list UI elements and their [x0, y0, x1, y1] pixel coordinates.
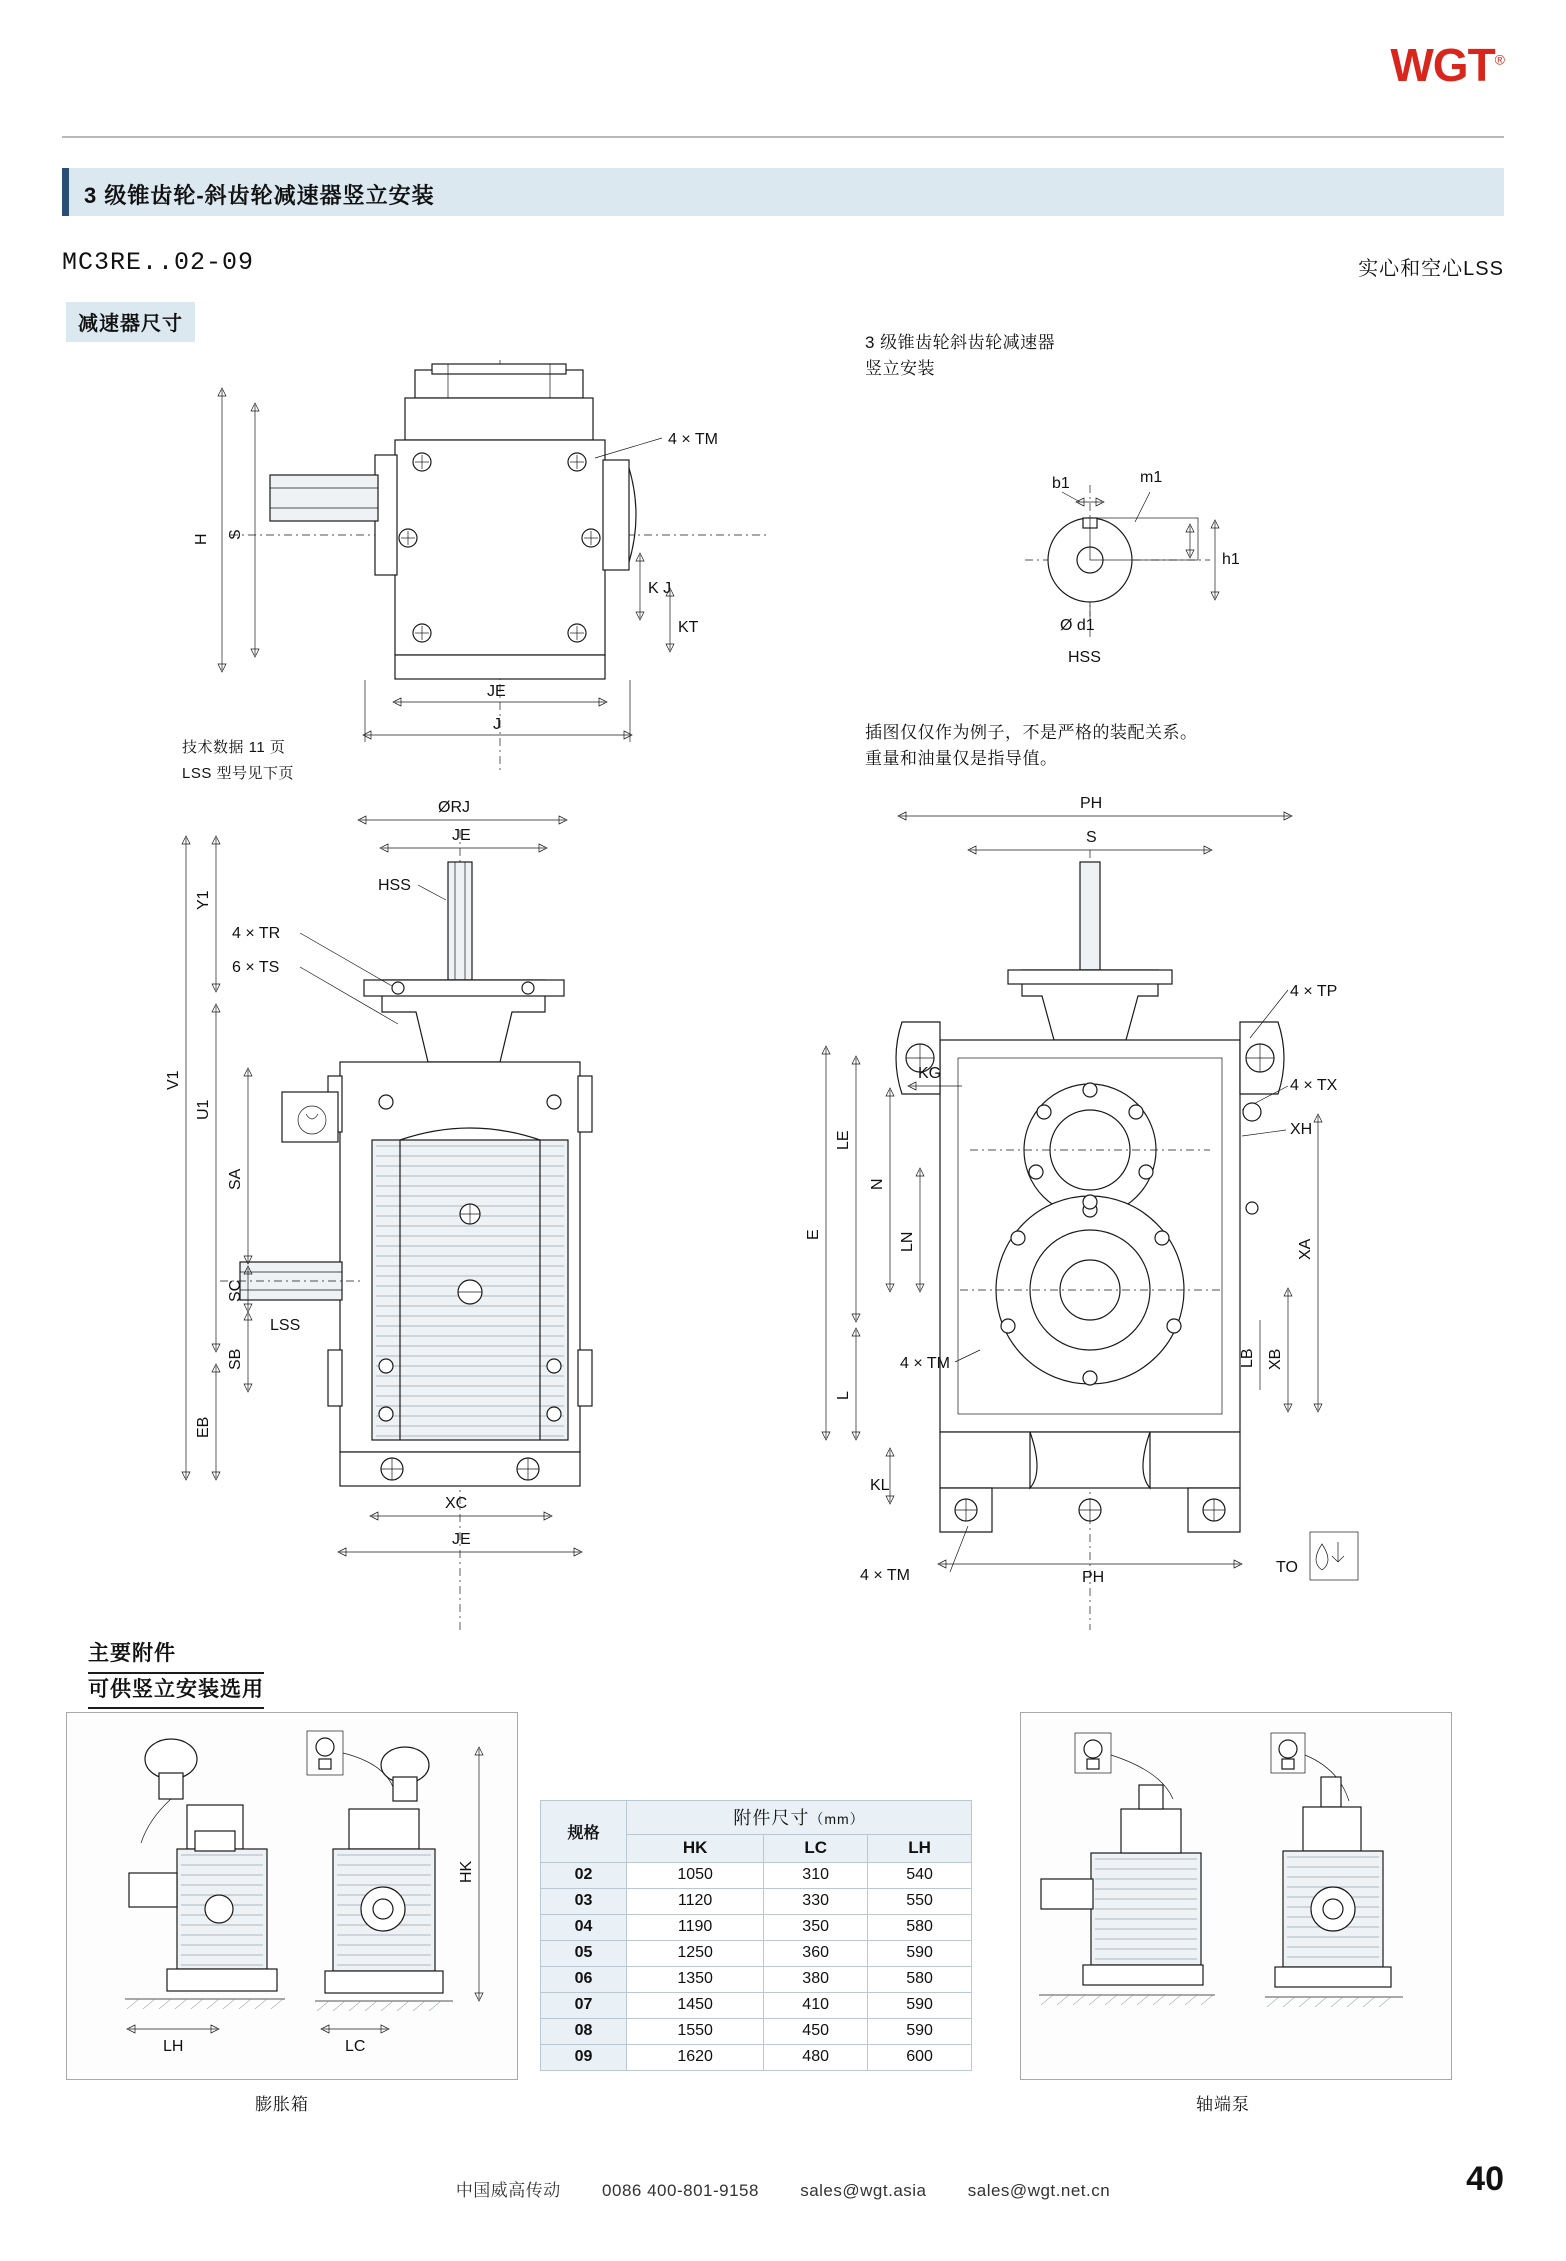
svg-text:ØRJ: ØRJ: [438, 799, 470, 816]
cell-spec: 06: [541, 1967, 627, 1993]
svg-text:HK: HK: [458, 1860, 475, 1883]
svg-text:HSS: HSS: [1068, 649, 1101, 666]
svg-text:JE: JE: [487, 683, 506, 700]
note-example-line2: 重量和油量仅是指导值。: [865, 749, 1058, 769]
svg-text:4 × TM: 4 × TM: [668, 431, 718, 448]
cell-spec: 08: [541, 2019, 627, 2045]
cell-hk: 1550: [627, 2019, 764, 2045]
cell-lc: 480: [764, 2045, 868, 2071]
section-title-bar: [62, 168, 1504, 216]
subsection-dimensions-label: 减速器尺寸: [66, 302, 195, 342]
svg-text:4 × TP: 4 × TP: [1290, 983, 1338, 1000]
cell-lh: 580: [868, 1915, 972, 1941]
cell-spec: 03: [541, 1889, 627, 1915]
svg-text:PH: PH: [1080, 795, 1103, 812]
table-header-title: [627, 1801, 972, 1835]
note-tech-line2: LSS 型号见下页: [182, 764, 295, 782]
svg-text:JE: JE: [452, 827, 471, 844]
svg-text:JE: JE: [452, 1531, 471, 1548]
svg-text:PH: PH: [1082, 1569, 1105, 1586]
note-top-right-line1: 3 级锥齿轮斜齿轮减速器: [865, 333, 1056, 352]
note-top-right: [865, 330, 1055, 383]
svg-text:KL: KL: [870, 1477, 890, 1494]
svg-text:N: N: [869, 1178, 886, 1190]
cell-lh: 590: [868, 2019, 972, 2045]
cell-hk: 1050: [627, 1863, 764, 1889]
svg-text:H: H: [193, 533, 210, 545]
note-example: [865, 720, 1198, 773]
table-header-hk: HK: [627, 1835, 764, 1863]
cell-lh: 580: [868, 1967, 972, 1993]
cell-lc: 350: [764, 1915, 868, 1941]
table-row: [541, 1941, 972, 1967]
table-row: [541, 1993, 972, 2019]
table-header-lh: LH: [868, 1835, 972, 1863]
table-row: [541, 1967, 972, 1993]
cell-spec: 05: [541, 1941, 627, 1967]
cell-lh: 590: [868, 1941, 972, 1967]
caption-expansion-tank: 膨胀箱: [255, 2095, 309, 2114]
table-header-lc: LC: [764, 1835, 868, 1863]
cell-lh: 540: [868, 1863, 972, 1889]
svg-text:XA: XA: [1297, 1238, 1314, 1260]
cell-hk: 1350: [627, 1967, 764, 1993]
model-variant: 实心和空心LSS: [1358, 258, 1504, 280]
title-accent: [62, 168, 69, 216]
accessory-dimensions-table: [540, 1800, 972, 2071]
svg-text:XC: XC: [445, 1495, 468, 1512]
svg-text:m1: m1: [1140, 469, 1163, 486]
table-title-unit: （mm）: [809, 1811, 865, 1827]
footer-company: 中国威高传动: [455, 2181, 561, 2200]
svg-text:LH: LH: [163, 2038, 184, 2055]
cell-hk: 1450: [627, 1993, 764, 2019]
svg-text:HSS: HSS: [378, 877, 411, 894]
cell-hk: 1190: [627, 1915, 764, 1941]
figure-expansion-tank: [66, 1712, 518, 2080]
svg-text:K J: K J: [648, 580, 672, 597]
svg-text:SA: SA: [227, 1168, 244, 1190]
svg-text:E: E: [805, 1229, 822, 1240]
svg-text:SC: SC: [227, 1279, 244, 1302]
brand-name: WGT: [1390, 39, 1495, 91]
svg-text:L: L: [835, 1391, 852, 1400]
note-tech-line1: 技术数据 11 页: [182, 739, 286, 756]
svg-text:LC: LC: [345, 2038, 366, 2055]
svg-text:V1: V1: [165, 1070, 182, 1090]
table-row: [541, 1889, 972, 1915]
svg-text:S: S: [1086, 829, 1097, 846]
svg-text:EB: EB: [195, 1416, 212, 1438]
svg-text:LB: LB: [1239, 1348, 1256, 1368]
figure-hss-shaft-detail: [990, 430, 1320, 680]
cell-lh: 600: [868, 2045, 972, 2071]
figure-shaft-pump: [1020, 1712, 1452, 2080]
svg-text:4 × TR: 4 × TR: [232, 925, 281, 942]
page-footer: [0, 2176, 1566, 2201]
page-number: 40: [1466, 2160, 1504, 2198]
cell-lc: 380: [764, 1967, 868, 1993]
brand-logo: [1390, 38, 1504, 92]
svg-text:U1: U1: [195, 1099, 212, 1120]
svg-text:TO: TO: [1276, 1559, 1298, 1576]
footer-email-1: sales@wgt.asia: [800, 2181, 927, 2200]
note-example-line1: 插图仅仅作为例子，不是严格的装配关系。: [865, 723, 1198, 742]
svg-text:SB: SB: [227, 1348, 244, 1370]
figure-main-left-view: [160, 790, 760, 1650]
cell-lc: 410: [764, 1993, 868, 2019]
svg-text:4 × TM: 4 × TM: [860, 1567, 910, 1584]
model-code: MC3RE..02-09: [62, 248, 255, 277]
svg-text:S: S: [227, 529, 244, 540]
svg-text:4 × TM: 4 × TM: [900, 1355, 950, 1372]
brand-mark: ®: [1494, 51, 1504, 68]
svg-text:XB: XB: [1267, 1348, 1284, 1370]
svg-text:b1: b1: [1052, 475, 1070, 492]
accessories-title: [88, 1638, 264, 1709]
table-title-text: 附件尺寸: [733, 1808, 810, 1828]
cell-lc: 450: [764, 2019, 868, 2045]
table-header-spec: 规格: [541, 1801, 627, 1863]
cell-spec: 07: [541, 1993, 627, 2019]
note-top-right-line2: 竖立安装: [865, 359, 935, 379]
table-row: [541, 2045, 972, 2071]
cell-hk: 1250: [627, 1941, 764, 1967]
svg-text:Y1: Y1: [195, 890, 212, 910]
accessories-title-line2: 可供竖立安装选用: [88, 1674, 264, 1710]
cell-lc: 330: [764, 1889, 868, 1915]
figure-main-right-view: [790, 790, 1410, 1650]
svg-text:XH: XH: [1290, 1121, 1313, 1138]
cell-lh: 550: [868, 1889, 972, 1915]
svg-text:Ø d1: Ø d1: [1060, 617, 1095, 634]
cell-spec: 09: [541, 2045, 627, 2071]
accessories-title-line1: 主要附件: [88, 1638, 264, 1674]
table-row: [541, 1863, 972, 1889]
footer-email-2: sales@wgt.net.cn: [967, 2181, 1111, 2200]
svg-text:4 × TX: 4 × TX: [1290, 1077, 1338, 1094]
svg-text:KT: KT: [678, 619, 699, 636]
caption-shaft-pump: 轴端泵: [1196, 2095, 1250, 2114]
svg-text:6 × TS: 6 × TS: [232, 959, 280, 976]
svg-text:LN: LN: [899, 1231, 916, 1252]
cell-lc: 360: [764, 1941, 868, 1967]
svg-text:J: J: [493, 716, 501, 733]
cell-lc: 310: [764, 1863, 868, 1889]
page-title: 3 级锥齿轮-斜齿轮减速器竖立安装: [84, 183, 435, 208]
header-divider: [62, 136, 1504, 138]
svg-text:LSS: LSS: [270, 1317, 301, 1334]
cell-spec: 04: [541, 1915, 627, 1941]
cell-lh: 590: [868, 1993, 972, 2019]
table-row: [541, 2019, 972, 2045]
svg-text:h1: h1: [1222, 551, 1240, 568]
cell-hk: 1120: [627, 1889, 764, 1915]
cell-spec: 02: [541, 1863, 627, 1889]
table-row: [541, 1915, 972, 1941]
svg-text:KG: KG: [918, 1065, 942, 1082]
figure-top-left-gearbox: [170, 350, 810, 780]
cell-hk: 1620: [627, 2045, 764, 2071]
svg-text:LE: LE: [835, 1130, 852, 1150]
footer-phone: 0086 400-801-9158: [602, 2181, 759, 2200]
